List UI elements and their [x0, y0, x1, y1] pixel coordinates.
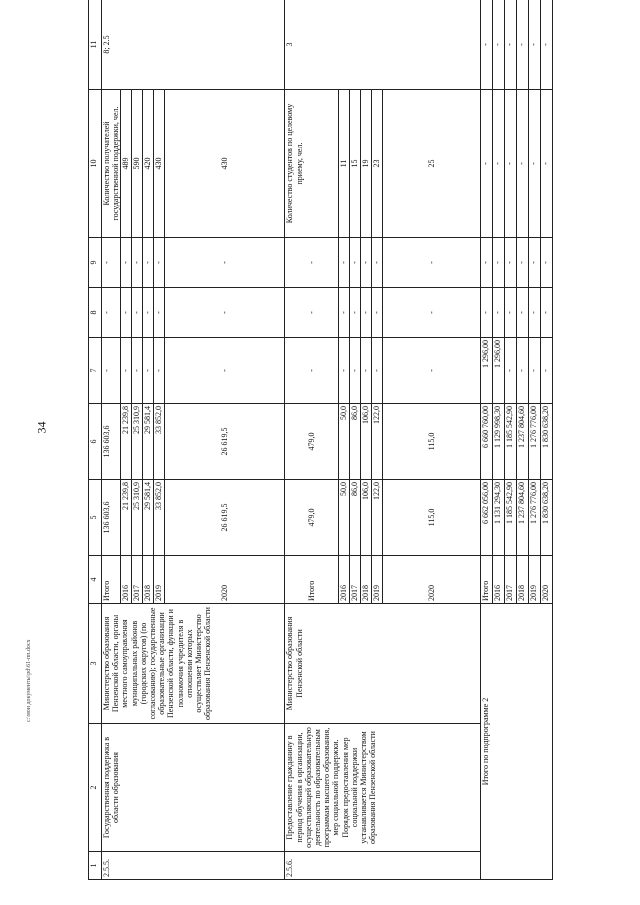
- value-cell: -: [505, 238, 517, 288]
- value-cell: 136 603,6: [102, 480, 121, 556]
- value-cell: 19: [361, 90, 372, 238]
- year-cell: 2020: [383, 556, 481, 604]
- value-cell: -: [383, 338, 481, 404]
- year-cell: 2017: [505, 556, 517, 604]
- value-cell: 1 296,00: [481, 338, 493, 404]
- value-cell: -: [541, 0, 553, 90]
- year-cell: 2020: [165, 556, 285, 604]
- row-id: 2.5.6.: [285, 852, 481, 880]
- value-cell: -: [102, 338, 121, 404]
- value-cell: 115,0: [383, 480, 481, 556]
- value-cell: -: [121, 238, 132, 288]
- year-cell: 2018: [517, 556, 529, 604]
- value-cell: -: [481, 0, 493, 90]
- year-cell: 2019: [154, 556, 165, 604]
- col-header: 10: [89, 90, 102, 238]
- value-cell: 23: [372, 90, 383, 238]
- executor: Министерство образования Пензенской области: [285, 604, 481, 724]
- value-cell: -: [132, 238, 143, 288]
- value-cell: -: [372, 238, 383, 288]
- value-cell: 1 830 638,20: [541, 480, 553, 556]
- year-cell: 2018: [143, 556, 154, 604]
- value-cell: -: [481, 288, 493, 338]
- value-cell: -: [361, 288, 372, 338]
- col-header: 2: [89, 724, 102, 852]
- value-cell: -: [529, 338, 541, 404]
- year-cell: Итого: [285, 556, 339, 604]
- value-cell: 50,0: [339, 404, 350, 480]
- value-cell: -: [165, 238, 285, 288]
- value-cell: 136 603,6: [102, 404, 121, 480]
- value-cell: 15: [350, 90, 361, 238]
- value-cell: 122,0: [372, 404, 383, 480]
- value-cell: 106,0: [361, 480, 372, 556]
- value-cell: -: [132, 338, 143, 404]
- value-cell: -: [541, 90, 553, 238]
- value-cell: -: [517, 0, 529, 90]
- value-cell: -: [121, 338, 132, 404]
- total-label: Итого по подпрограмме 2: [481, 604, 553, 880]
- year-cell: 2017: [350, 556, 361, 604]
- value-cell: 26 619,5: [165, 480, 285, 556]
- value-cell: 1 131 294,30: [493, 480, 505, 556]
- value-cell: -: [102, 238, 121, 288]
- col-header: 8: [89, 288, 102, 338]
- value-cell: -: [481, 90, 493, 238]
- value-cell: 29 581,4: [143, 480, 154, 556]
- value-cell: 590: [132, 90, 143, 238]
- value-cell: 6 662 056,00: [481, 480, 493, 556]
- value-cell: 86,0: [350, 480, 361, 556]
- year-cell: 2019: [372, 556, 383, 604]
- indicator-name: Количество студентов по целевому приему, чел.: [285, 90, 339, 238]
- year-cell: 2016: [121, 556, 132, 604]
- value-cell: -: [505, 338, 517, 404]
- value-cell: 26 619,5: [165, 404, 285, 480]
- value-cell: -: [529, 288, 541, 338]
- value-cell: 1 185 542,90: [505, 404, 517, 480]
- value-cell: -: [517, 288, 529, 338]
- value-cell: -: [339, 338, 350, 404]
- table-row: [285, 0, 339, 880]
- value-cell: 33 852,0: [154, 404, 165, 480]
- value-cell: 115,0: [383, 404, 481, 480]
- value-cell: 489: [121, 90, 132, 238]
- value-cell: 1 830 638,20: [541, 404, 553, 480]
- value-cell: -: [285, 238, 339, 288]
- col-header: 1: [89, 852, 102, 880]
- col-header: 3: [89, 604, 102, 724]
- value-cell: -: [517, 338, 529, 404]
- value-cell: 25 310,9: [132, 480, 143, 556]
- indicator-name: Количество получателей государственной поддержки, чел.: [102, 90, 121, 238]
- value-cell: -: [154, 338, 165, 404]
- rotated-table-container: [88, 0, 608, 880]
- col-header: 11: [89, 0, 102, 90]
- ref-cell: 8; 2.5: [102, 0, 285, 90]
- value-cell: -: [339, 238, 350, 288]
- value-cell: -: [165, 288, 285, 338]
- value-cell: 86,0: [350, 404, 361, 480]
- value-cell: -: [493, 90, 505, 238]
- value-cell: -: [529, 0, 541, 90]
- year-cell: Итого: [481, 556, 493, 604]
- year-cell: 2018: [361, 556, 372, 604]
- col-header: 9: [89, 238, 102, 288]
- executor: Министерство образования Пензенской области, органы местного самоуправления муниципальных районов (городских округов) (по согласованию); государственные образовательные организации Пензенской области, функции и полномочия учредителя в отношении которых осуществляет Министерство образования Пензенской области: [102, 604, 285, 724]
- value-cell: 1 129 998,30: [493, 404, 505, 480]
- value-cell: -: [121, 288, 132, 338]
- value-cell: 1 237 804,60: [517, 480, 529, 556]
- value-cell: 420: [143, 90, 154, 238]
- value-cell: 29 581,4: [143, 404, 154, 480]
- value-cell: 6 660 760,00: [481, 404, 493, 480]
- value-cell: 21 239,8: [121, 480, 132, 556]
- col-header: 6: [89, 404, 102, 480]
- value-cell: -: [372, 288, 383, 338]
- year-cell: 2020: [541, 556, 553, 604]
- column-number-row: [89, 0, 102, 880]
- year-cell: 2016: [339, 556, 350, 604]
- value-cell: -: [165, 338, 285, 404]
- measure-name: Предоставление гражданину в период обучения в организации, осуществляющей образовательную деятельность по образовательным программам высшего образования, мер социальной поддержки. Порядок предоставления мер социальной поддержки устанавливается Министерством образования Пензенской области: [285, 724, 481, 852]
- year-cell: Итого: [102, 556, 121, 604]
- ref-cell: 3: [285, 0, 481, 90]
- value-cell: -: [383, 288, 481, 338]
- page-number: 34: [34, 421, 49, 434]
- value-cell: -: [285, 288, 339, 338]
- value-cell: -: [541, 288, 553, 338]
- value-cell: -: [132, 288, 143, 338]
- value-cell: -: [541, 338, 553, 404]
- value-cell: -: [383, 238, 481, 288]
- value-cell: -: [505, 288, 517, 338]
- value-cell: 430: [154, 90, 165, 238]
- year-cell: 2016: [493, 556, 505, 604]
- value-cell: -: [493, 0, 505, 90]
- value-cell: -: [517, 90, 529, 238]
- value-cell: -: [154, 288, 165, 338]
- value-cell: 122,0: [372, 480, 383, 556]
- value-cell: -: [529, 90, 541, 238]
- value-cell: -: [102, 288, 121, 338]
- value-cell: -: [541, 238, 553, 288]
- value-cell: 1 237 804,60: [517, 404, 529, 480]
- value-cell: -: [481, 238, 493, 288]
- value-cell: 479,0: [285, 404, 339, 480]
- value-cell: 1 276 776,00: [529, 404, 541, 480]
- value-cell: 25 310,9: [132, 404, 143, 480]
- program-table: [88, 0, 553, 880]
- value-cell: -: [154, 238, 165, 288]
- value-cell: 33 852,0: [154, 480, 165, 556]
- value-cell: -: [361, 238, 372, 288]
- value-cell: 1 276 776,00: [529, 480, 541, 556]
- measure-name: Государственная поддержка в области образования: [102, 724, 285, 852]
- value-cell: -: [361, 338, 372, 404]
- value-cell: -: [143, 288, 154, 338]
- document-sheet: [78, 0, 618, 905]
- value-cell: 21 239,8: [121, 404, 132, 480]
- total-row: [481, 0, 493, 880]
- value-cell: -: [143, 238, 154, 288]
- value-cell: 106,0: [361, 404, 372, 480]
- value-cell: -: [350, 288, 361, 338]
- value-cell: -: [350, 238, 361, 288]
- value-cell: -: [143, 338, 154, 404]
- value-cell: 430: [165, 90, 285, 238]
- value-cell: 479,0: [285, 480, 339, 556]
- value-cell: -: [285, 338, 339, 404]
- value-cell: -: [372, 338, 383, 404]
- table-row: [102, 0, 121, 880]
- value-cell: 1 296,00: [493, 338, 505, 404]
- col-header: 4: [89, 556, 102, 604]
- value-cell: -: [505, 90, 517, 238]
- value-cell: 25: [383, 90, 481, 238]
- value-cell: -: [517, 238, 529, 288]
- value-cell: -: [505, 0, 517, 90]
- year-cell: 2019: [529, 556, 541, 604]
- value-cell: 50,0: [339, 480, 350, 556]
- year-cell: 2017: [132, 556, 143, 604]
- col-header: 5: [89, 480, 102, 556]
- value-cell: -: [493, 288, 505, 338]
- value-cell: -: [493, 238, 505, 288]
- row-id: 2.5.5.: [102, 852, 285, 880]
- value-cell: -: [339, 288, 350, 338]
- value-cell: 11: [339, 90, 350, 238]
- file-path-footer: c:\мои документы\pd\61-пп.docx: [26, 639, 32, 722]
- value-cell: -: [529, 238, 541, 288]
- col-header: 7: [89, 338, 102, 404]
- value-cell: 1 185 542,90: [505, 480, 517, 556]
- value-cell: -: [350, 338, 361, 404]
